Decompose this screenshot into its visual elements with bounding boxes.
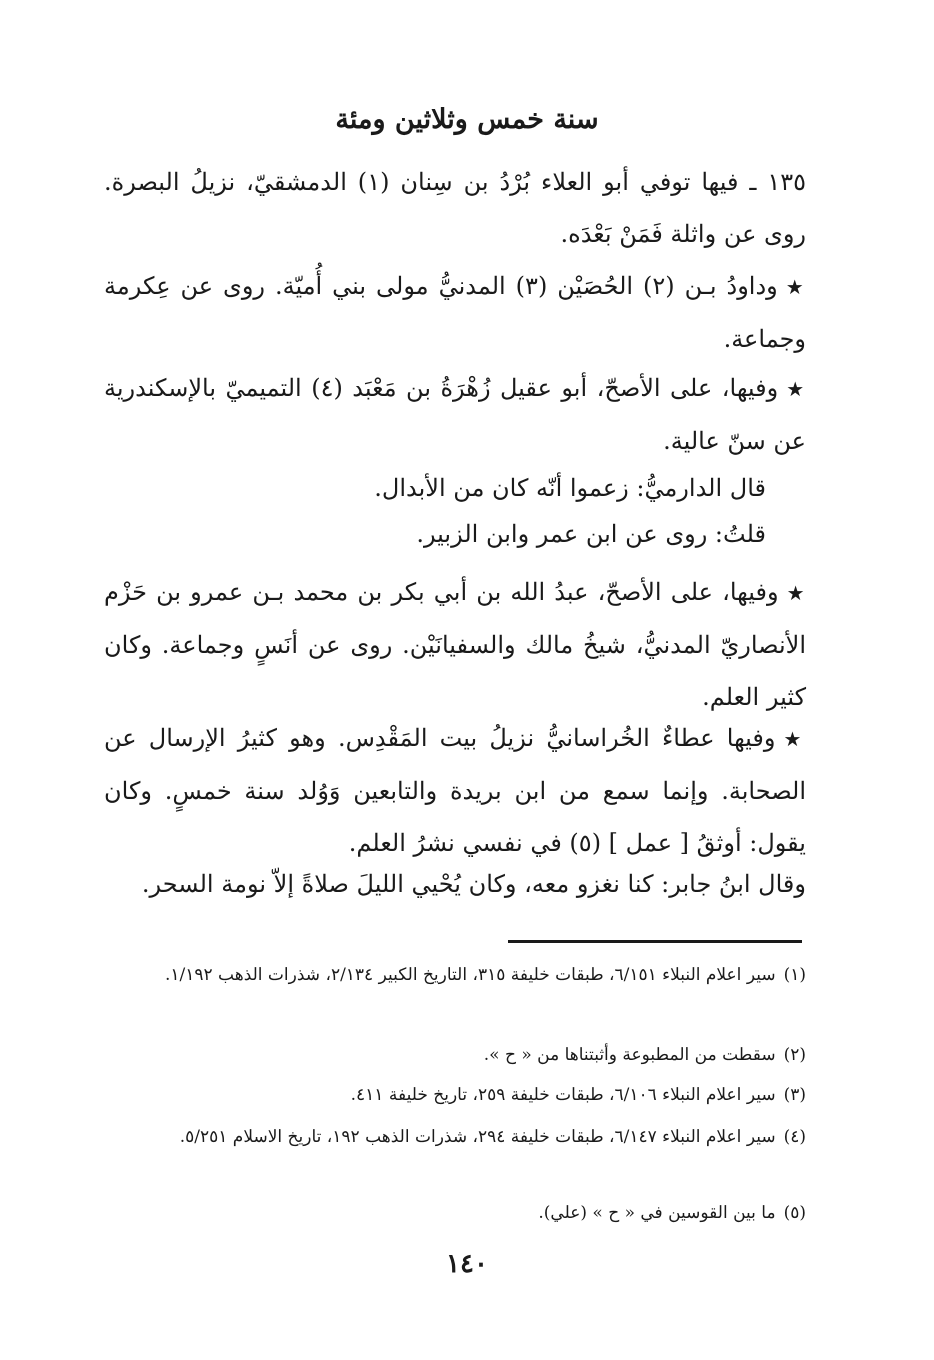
star-marker-icon: ★ [785, 275, 807, 299]
footnote-number: (٢) [783, 1045, 806, 1065]
footnote-number: (٣) [783, 1085, 806, 1105]
entry-text: وقال ابنُ جابر: كنا نغزو معه، وكان يُحْيي الليلَ صلاةً إلاّ نومة السحر. [141, 870, 806, 898]
page-number: ١٤٠ [446, 1249, 488, 1279]
footnote-text: سير اعلام النبلاء ٦/١٤٧، طبقات خليفة ٢٩٤، شذرات الذهب ١٩٢، تاريخ الاسلام ٥/٢٥١. [179, 1127, 776, 1147]
entry-ibn-jabir [104, 858, 806, 910]
footnote-divider [508, 940, 802, 943]
footnote-1 [104, 956, 806, 994]
quote-darimi: قال الدارميُّ: زعموا أنّه كان من الأبدال. [374, 474, 766, 502]
entry-text: وفيها عطاءٌ الخُراسانيُّ نزيلُ بيت المَقْدِس. وهو كثيرُ الإرسال عن الصحابة. وإنما سمع من ابن بريدة والتابعين وَوُلد سنة خمسٍ. وكان يقول: أوثقُ [ عمل ] (٥) في نفسي نشرُ العلم. [104, 724, 806, 857]
entry-text: وفيها، على الأصحّ، عبدُ الله بن أبي بكر بن محمد بـن عمرو بن حَزْم الأنصاريّ المدنيُّ، شيخُ مالك والسفيانَيْن. روى عن أنَسٍ وجماعة. وكان كثير العلم. [104, 578, 806, 711]
footnote-3 [104, 1076, 806, 1114]
footnote-number: (٤) [783, 1127, 806, 1147]
entry-text: وفيها، على الأصحّ، أبو عقيل زُهْرَةُ بن مَعْبَد (٤) التميميّ بالإسكندرية عن سنّ عالية. [104, 374, 806, 455]
entry-dawud [104, 260, 806, 365]
star-marker-icon: ★ [786, 581, 807, 605]
star-marker-icon: ★ [786, 377, 806, 401]
star-marker-icon: ★ [783, 727, 806, 751]
footnote-text: ما بين القوسين في « ح » (علي). [538, 1203, 776, 1223]
footnote-4 [104, 1118, 806, 1156]
entry-135 [104, 156, 806, 260]
footnote-number: (١) [783, 965, 806, 985]
footnote-text: سير اعلام النبلاء ٦/١٠٦، طبقات خليفة ٢٥٩، تاريخ خليفة ٤١١. [350, 1085, 776, 1105]
footnote-5 [104, 1194, 806, 1232]
entry-text: ١٣٥ ـ فيها توفي أبو العلاء بُرْدُ بن سِنان (١) الدمشقيّ، نزيلُ البصرة. روى عن واثلة فَمَنْ بَعْدَه. [104, 168, 806, 248]
entry-text: وداودُ بـن (٢) الحُصَيْن (٣) المدنيُّ مولى بني أُميّة. روى عن عِكرمة وجماعة. [104, 272, 806, 353]
section-heading: سنة خمس وثلاثين ومئة [335, 104, 599, 135]
entry-abu-aqil [104, 362, 806, 467]
footnote-text: سقطت من المطبوعة وأثبتناها من « ح ». [483, 1045, 776, 1065]
entry-ata [104, 712, 806, 869]
quote-qultu: قلتُ: روى عن ابن عمر وابن الزبير. [416, 520, 766, 548]
footnote-text: سير اعلام النبلاء ٦/١٥١، طبقات خليفة ٣١٥، التاريخ الكبير ٢/١٣٤، شذرات الذهب ١/١٩٢. [164, 965, 776, 985]
entry-abdullah [104, 566, 806, 723]
footnote-2 [104, 1036, 806, 1074]
footnote-number: (٥) [783, 1203, 806, 1223]
